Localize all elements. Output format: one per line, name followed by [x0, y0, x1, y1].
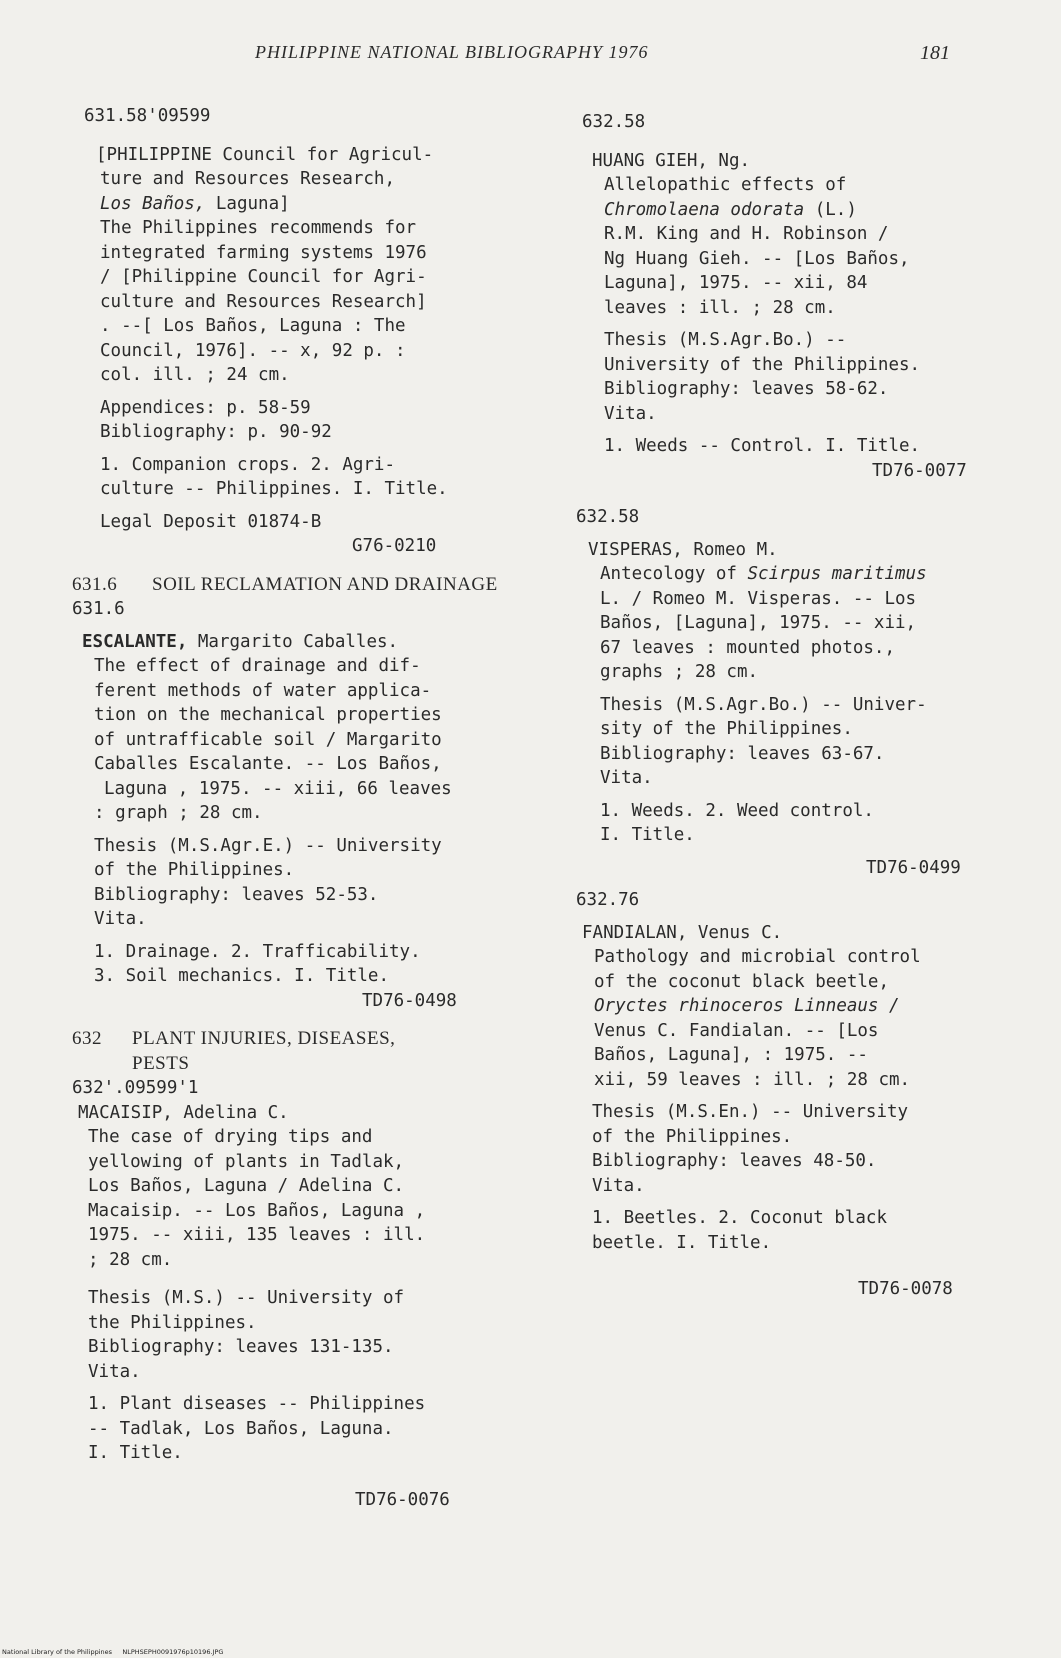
subject-line: 1. Drainage. 2. Trafficability. [94, 941, 421, 962]
right-column [576, 110, 996, 1302]
subject-line: 1. Plant diseases -- Philippines [88, 1394, 426, 1414]
title-line: Baños, [Laguna], 1975. -- xii, [600, 613, 917, 633]
class-number: 632.58 [576, 507, 640, 527]
control-number: TD76-0498 [362, 990, 457, 1011]
title-line: Laguna], 1975. -- xii, 84 [604, 273, 868, 293]
title-line: Ng Huang Gieh. -- [Los Baños, [604, 248, 910, 269]
title-line: L. / Romeo M. Visperas. -- Los [600, 588, 917, 609]
class-number: 631.6 [72, 599, 125, 619]
title-line: Baños, Laguna], : 1975. -- [594, 1045, 868, 1065]
place-italic: Los Baños, [100, 193, 206, 214]
author-line: FANDIALAN, Venus C. [582, 922, 783, 943]
thesis-line: of the Philippines. [94, 860, 295, 880]
subject-line: 1. Weeds -- Control. I. Title. [604, 436, 921, 456]
subject-line: 3. Soil mechanics. I. Title. [94, 966, 390, 986]
thesis-line: sity of the Philippines. [600, 719, 853, 739]
subject-line: I. Title. [600, 825, 695, 845]
entry-632-58-visperas [576, 505, 996, 880]
author-surname: ESCALANTE, [82, 631, 188, 652]
section-number: 631.6 [72, 573, 118, 595]
control-number: TD76-0077 [872, 460, 967, 481]
title-line: col. ill. ; 24 cm. [100, 365, 290, 385]
section-title: PLANT INJURIES, DISEASES, [132, 1028, 396, 1049]
thesis-line: Thesis (M.S.En.) -- University [592, 1102, 909, 1122]
title-line: Allelopathic effects of [604, 175, 847, 195]
subject-line: beetle. I. Title. [592, 1232, 772, 1253]
entry-632-76 [576, 888, 996, 1302]
thesis-line: University of the Philippines. [604, 354, 921, 375]
author-line [72, 630, 532, 655]
heading-line: [PHILIPPINE Council for Agricul- [96, 144, 434, 165]
footer-library: National Library of the Philippines [2, 1648, 113, 1656]
title-line: . --[ Los Baños, Laguna : The [100, 316, 406, 336]
scan-footer [2, 1648, 223, 1656]
title-line: The effect of drainage and dif- [94, 656, 421, 676]
thesis-line: of the Philippines. [592, 1126, 793, 1147]
title-line: The case of drying tips and [88, 1127, 373, 1147]
subject-line: -- Tadlak, Los Baños, Laguna. [88, 1418, 394, 1439]
note-line: Bibliography: p. 90-92 [100, 422, 332, 442]
title-line: 67 leaves : mounted photos., [600, 637, 896, 658]
control-number: TD76-0076 [355, 1489, 450, 1510]
title-line: of the coconut black beetle, [594, 971, 890, 992]
footer-file: NLPHSEPH0091976p10196.JPG [122, 1648, 224, 1656]
thesis-line: Vita. [94, 909, 147, 929]
place-rest: Laguna] [205, 193, 290, 214]
thesis-line: Vita. [88, 1361, 141, 1382]
thesis-line: Thesis (M.S.Agr.Bo.) -- Univer- [600, 694, 927, 715]
author-line: HUANG GIEH, Ng. [592, 150, 751, 171]
control-number: TD76-0499 [866, 857, 961, 878]
author-given: Margarito Caballes. [187, 631, 399, 652]
entry-631-58 [72, 104, 532, 559]
species-name: Scirpus maritimus [747, 564, 927, 584]
title-line: Council, 1976]. -- x, 92 p. : [100, 340, 406, 361]
author-line: VISPERAS, Romeo M. [588, 539, 778, 560]
note-line: Appendices: p. 58-59 [100, 397, 311, 418]
control-number: G76-0210 [352, 536, 437, 556]
title-line: Pathology and microbial control [594, 947, 921, 967]
title-line: 1975. -- xiii, 135 leaves : ill. [88, 1225, 426, 1245]
subject-line: culture -- Philippines. I. Title. [100, 479, 448, 499]
title-text: Antecology of [600, 564, 748, 584]
page-number: 181 [920, 42, 950, 64]
thesis-line: Thesis (M.S.Agr.Bo.) -- [604, 330, 847, 350]
title-line [576, 562, 996, 587]
title-line: yellowing of plants in Tadlak, [88, 1151, 405, 1172]
entry-631-6 [72, 597, 532, 1013]
thesis-line: Bibliography: leaves 131-135. [88, 1337, 394, 1357]
thesis-line: Vita. [592, 1175, 645, 1196]
class-number: 632.76 [576, 890, 640, 910]
thesis-line: Bibliography: leaves 48-50. [592, 1151, 877, 1171]
title-line: graphs ; 28 cm. [600, 662, 759, 682]
subject-line: I. Title. [88, 1443, 183, 1463]
species-author: (L.) [804, 199, 857, 220]
title-line [576, 198, 996, 223]
thesis-line: Bibliography: leaves 58-62. [604, 379, 889, 399]
control-number: TD76-0078 [858, 1279, 953, 1299]
heading-line [72, 192, 532, 217]
section-heading-632 [72, 1027, 532, 1076]
section-title-cont: PESTS [132, 1052, 190, 1074]
legal-deposit: Legal Deposit 01874-B [100, 511, 322, 532]
title-line: ferent methods of water applica- [94, 680, 432, 701]
subject-line: 1. Weeds. 2. Weed control. [600, 800, 874, 821]
running-title: PHILIPPINE NATIONAL BIBLIOGRAPHY 1976 [255, 42, 649, 62]
thesis-line: Bibliography: leaves 52-53. [94, 884, 379, 905]
section-number: 632 [72, 1028, 102, 1049]
thesis-line: the Philippines. [88, 1312, 257, 1333]
subject-line: 1. Beetles. 2. Coconut black [592, 1208, 888, 1228]
species-name: Chromolaena odorata [604, 199, 805, 220]
thesis-line: Thesis (M.S.) -- University of [88, 1288, 405, 1308]
title-line: xii, 59 leaves : ill. ; 28 cm. [594, 1069, 911, 1090]
heading-line: ture and Resources Research, [100, 169, 396, 189]
title-line: Caballes Escalante. -- Los Baños, [94, 754, 442, 774]
thesis-line: Vita. [604, 403, 657, 424]
title-line: R.M. King and H. Robinson / [604, 224, 889, 244]
title-line: of untrafficable soil / Margarito [94, 729, 442, 750]
class-number: 631.58'09599 [84, 106, 211, 126]
subject-line: 1. Companion crops. 2. Agri- [100, 454, 396, 475]
title-line: tion on the mechanical properties [94, 705, 442, 725]
title-line: Oryctes rhinoceros Linneaus / [594, 996, 900, 1016]
title-line: Laguna , 1975. -- xiii, 66 leaves [104, 778, 452, 799]
thesis-line: Thesis (M.S.Agr.E.) -- University [94, 835, 442, 856]
title-line: Venus C. Fandialan. -- [Los [594, 1020, 879, 1041]
title-line: culture and Resources Research] [100, 291, 427, 312]
title-line: integrated farming systems 1976 [100, 242, 427, 263]
entry-632-09599 [72, 1076, 532, 1512]
author-line: MACAISIP, Adelina C. [78, 1102, 289, 1123]
title-line: leaves : ill. ; 28 cm. [604, 297, 836, 318]
title-line: Macaisip. -- Los Baños, Laguna , [88, 1200, 426, 1221]
title-line: The Philippines recommends for [100, 218, 417, 238]
entry-632-58-huang [576, 110, 996, 483]
class-number: 632'.09599'1 [72, 1078, 199, 1098]
title-line: Los Baños, Laguna / Adelina C. [88, 1176, 405, 1196]
thesis-line: Bibliography: leaves 63-67. [600, 743, 885, 764]
class-number: 632.58 [582, 112, 646, 132]
left-column [72, 104, 532, 1512]
title-line: / [Philippine Council for Agri- [100, 267, 427, 287]
title-line: : graph ; 28 cm. [94, 803, 263, 823]
section-heading-631-6 [72, 573, 532, 598]
thesis-line: Vita. [600, 768, 653, 788]
title-line: ; 28 cm. [88, 1249, 173, 1270]
section-title: SOIL RECLAMATION AND DRAINAGE [152, 573, 498, 595]
